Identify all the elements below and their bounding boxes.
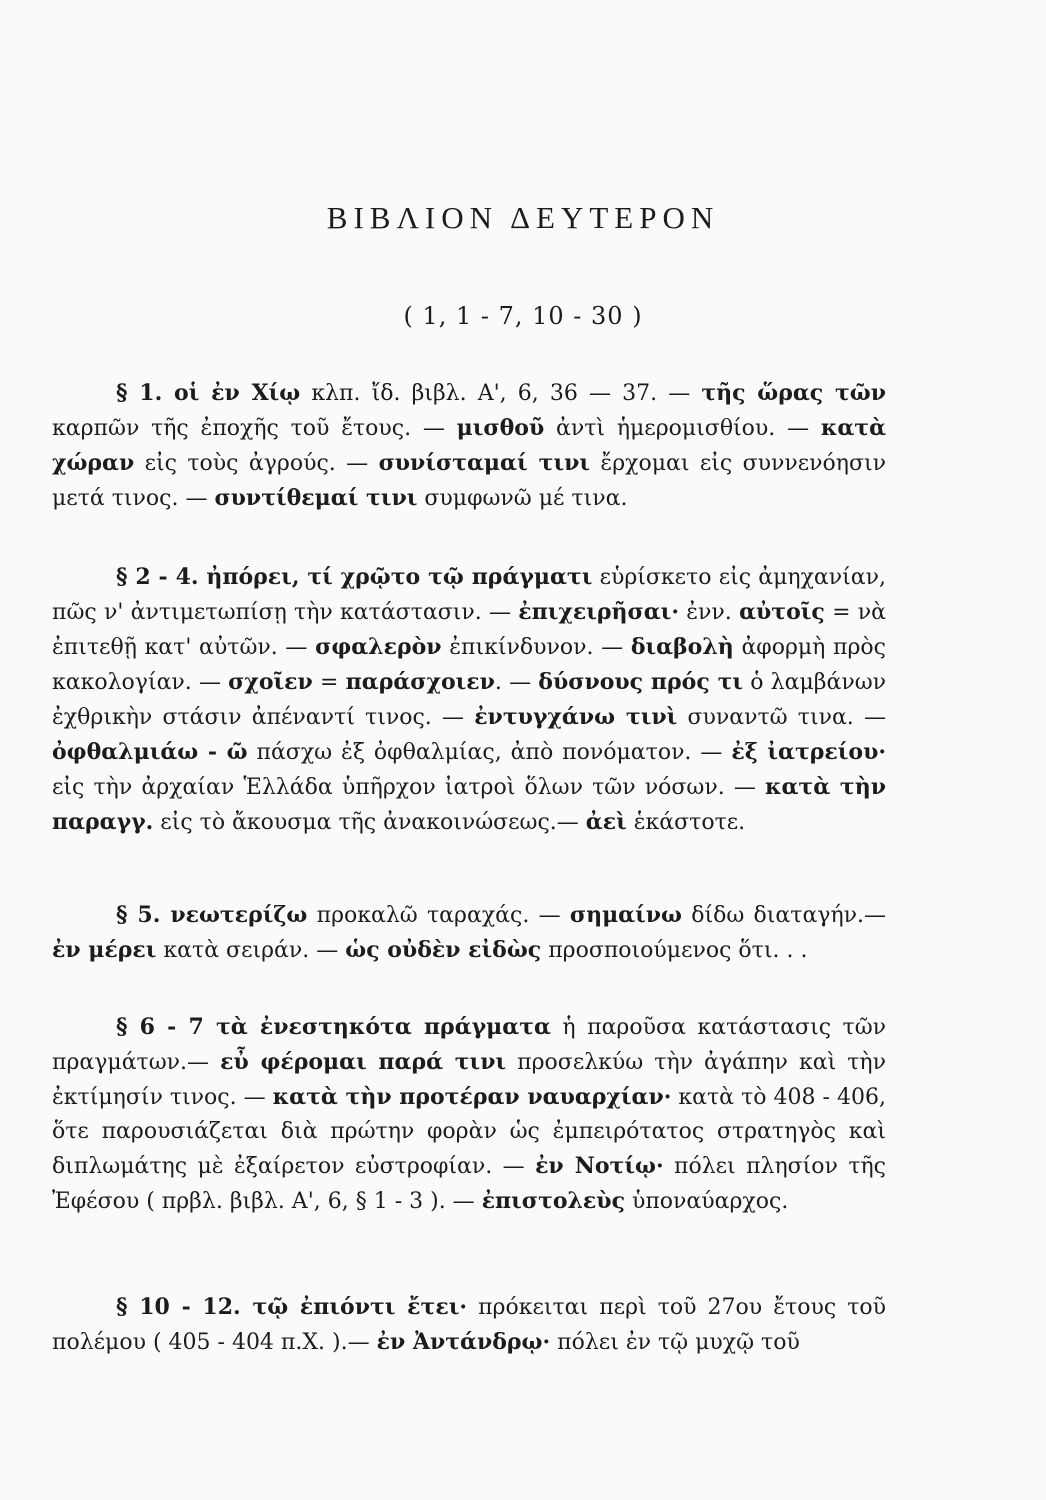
gloss-text: = νὰ ἐπιτεθῇ κατ' αὐτῶν. — (52, 600, 886, 660)
gloss-text: ἀφορμὴ πρὸς κακολογίαν. — (52, 635, 886, 695)
gloss-text: ἀντὶ ἡμερομισθίου. — (544, 416, 821, 441)
gloss-text: εἰς τὴν ἀρχαίαν Ἑλλάδα ὑπῆρχον ἰατροὶ ὅλων τῶν νόσων. — (52, 775, 765, 800)
gloss-text: = (312, 670, 346, 695)
gloss-text: ἔρχομαι εἰς συννενόησιν μετά τινος. — (52, 451, 886, 511)
gloss-text: εὑρίσκετο εἰς ἀμηχανίαν, πῶς ν' ἀντιμετωπίσῃ τὴν κατάστασιν. — (52, 565, 887, 625)
gloss-text: εἰς τὸ ἄκουσμα τῆς ἀνακοινώσεως.— (153, 810, 586, 835)
lemma-term: ἐντυγχάνω τινὶ (474, 704, 678, 730)
lemma-term: εὖ φέρομαι παρά τινι (220, 1049, 507, 1075)
lemma-term: τῷ ἐπιόντι ἔτει· (252, 1294, 468, 1320)
lemma-term: αὐτοῖς (739, 599, 825, 625)
gloss-text: . — (494, 670, 539, 695)
commentary-paragraph (52, 1290, 886, 1360)
lemma-term: σχοῖεν (228, 669, 313, 695)
gloss-text: ἡ παροῦσα κατάστασις τῶν πραγμάτων.— (52, 1015, 887, 1075)
lemma-term: τὰ ἐνεστηκότα πράγματα (215, 1014, 551, 1040)
lemma-term: σημαίνω (569, 902, 682, 928)
gloss-text: ὁ λαμβάνων ἐχθρικὴν στάσιν ἀπέναντί τινος. — (52, 670, 887, 730)
section-number: § 5. (116, 902, 171, 928)
lemma-term: ἐξ ἰατρείου· (731, 739, 886, 765)
section-number: § 6 - 7 (116, 1014, 216, 1040)
gloss-text: δίδω διαταγήν.— (681, 903, 886, 928)
lemma-term: τῆς ὥρας τῶν (701, 380, 886, 406)
gloss-text: πάσχω ἐξ ὀφθαλμίας, ἀπὸ πονόματον. — (247, 740, 732, 765)
lemma-term: δύσνους πρός τι (538, 669, 744, 695)
lemma-term: μισθοῦ (456, 415, 545, 441)
section-number: § 2 - 4. (116, 564, 207, 590)
gloss-text: προκαλῶ ταραχάς. — (307, 903, 570, 928)
gloss-text: κλπ. ἴδ. βιβλ. Α', 6, 36 — 37. — (300, 381, 702, 406)
gloss-text: ἐνν. (678, 600, 740, 625)
gloss-text: κατὰ σειράν. — (156, 938, 346, 963)
lemma-term: νεωτερίζω (170, 902, 308, 928)
lemma-term: παράσχοιεν (345, 669, 495, 695)
lemma-term: κατὰ χώραν (52, 415, 886, 476)
lemma-term: ἠπόρει, τί χρῷτο τῷ πράγματι (206, 564, 593, 590)
gloss-text: πόλει ἐν τῷ μυχῷ τοῦ (550, 1330, 800, 1355)
commentary-paragraph (52, 560, 886, 840)
gloss-text: συναντῶ τινα. — (677, 705, 887, 730)
commentary-paragraph (52, 376, 886, 516)
lemma-term: ἐν μέρει (52, 937, 157, 963)
gloss-text: καρπῶν τῆς ἐποχῆς τοῦ ἔτους. — (52, 416, 457, 441)
section-number: § 10 - 12. (116, 1294, 253, 1320)
lemma-term: διαβολὴ (630, 634, 734, 660)
gloss-text: ὑποναύαρχος. (624, 1189, 789, 1214)
gloss-text: πόλει πλησίον τῆς Ἐφέσου ( πρβλ. βιβλ. Α', 6, § 1 - 3 ). — (52, 1154, 886, 1214)
chapter-title: ΒΙΒΛΙΟΝ ΔΕΥΤΕΡΟΝ (326, 200, 720, 235)
lemma-term: σφαλερὸν (315, 634, 442, 660)
lemma-term: κατὰ τὴν προτέραν ναυαρχίαν· (272, 1084, 672, 1110)
lemma-term: συνίσταμαί τινι (378, 450, 591, 476)
gloss-text: εἰς τοὺς ἀγρούς. — (134, 451, 379, 476)
gloss-text: κατὰ τὸ 408 - 406, ὅτε παρουσιάζεται διὰ πρώτην φορὰν ὡς ἐμπειρότατος στρατηγὸς καὶ διπλωμάτης μὲ ἐξαίρετον εὐστροφίαν. — (52, 1085, 886, 1179)
lemma-term: κατὰ τὴν παραγγ. (52, 774, 886, 835)
chapter-range: ( 1, 1 - 7, 10 - 30 ) (403, 302, 643, 330)
lemma-term: ἐν Νοτίῳ· (535, 1153, 664, 1179)
section-number: § 1. (116, 380, 175, 406)
lemma-term: ἐπιστολεὺς (481, 1188, 625, 1214)
lemma-term: ἀεὶ (585, 809, 627, 835)
commentary-paragraph (52, 898, 886, 968)
lemma-term: συντίθεμαί τινι (214, 485, 418, 511)
gloss-text: προσποιούμενος ὅτι. . . (541, 938, 808, 963)
commentary-paragraph (52, 1010, 886, 1219)
gloss-text: προσελκύω τὴν ἀγάπην καὶ τὴν ἐκτίμησίν τινος. — (52, 1050, 886, 1110)
lemma-term: ἐπιχειρῆσαι· (518, 599, 679, 625)
gloss-text: συμφωνῶ μέ τινα. (417, 486, 628, 511)
lemma-term: ἐν Ἀντάνδρῳ· (376, 1329, 551, 1355)
lemma-term: ὡς οὐδὲν εἰδὼς (345, 937, 542, 963)
lemma-term: οἱ ἐν Χίῳ (174, 380, 301, 406)
gloss-text: πρόκειται περὶ τοῦ 27ου ἔτους τοῦ πολέμου ( 405 - 404 π.Χ. ).— (52, 1295, 886, 1355)
gloss-text: ἐπικίνδυνον. — (441, 635, 631, 660)
gloss-text: ἑκάστοτε. (626, 810, 746, 835)
lemma-term: ὀφθαλμιάω - ῶ (52, 739, 248, 765)
